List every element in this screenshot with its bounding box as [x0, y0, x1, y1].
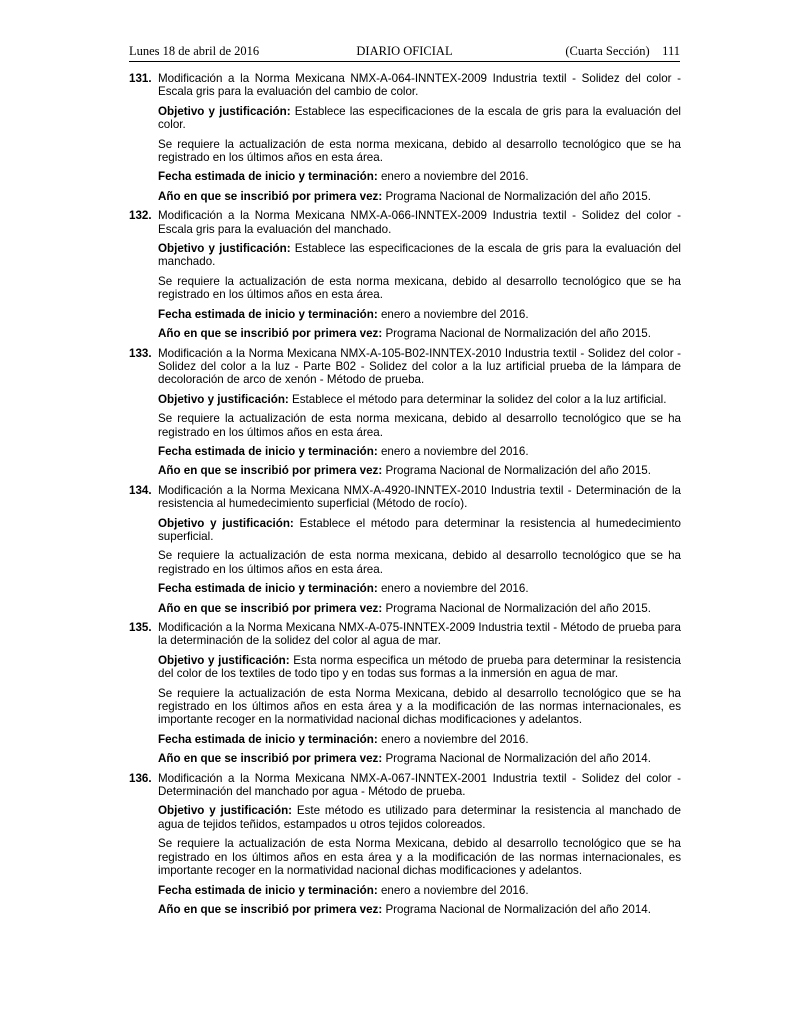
objetivo-label: Objetivo y justificación: [158, 516, 294, 530]
entry-body [158, 72, 681, 203]
objetivo-paragraph [158, 517, 681, 544]
entry-title: Modificación a la Norma Mexicana NMX-A-066-INNTEX-2009 Industria textil - Solidez del color - Escala gris para la evaluación del manchado. [158, 209, 681, 236]
requerimiento-paragraph: Se requiere la actualización de esta norma mexicana, debido al desarrollo tecnológico que se ha registrado en los últimos años en esta área. [158, 274, 681, 302]
fecha-label: Fecha estimada de inicio y terminación: [158, 170, 378, 184]
anio-text: Programa Nacional de Normalización del año 2014. [385, 902, 651, 916]
header-date: Lunes 18 de abril de 2016 [129, 44, 260, 58]
anio-paragraph [158, 602, 681, 615]
fecha-paragraph [158, 170, 681, 183]
header-divider [129, 61, 680, 62]
fecha-label: Fecha estimada de inicio y terminación: [158, 732, 378, 746]
fecha-text: enero a noviembre del 2016. [380, 732, 529, 746]
anio-paragraph [158, 752, 681, 765]
anio-label: Año en que se inscribió por primera vez: [158, 601, 383, 615]
objetivo-paragraph [158, 654, 681, 681]
entry-body [158, 772, 681, 917]
fecha-paragraph [158, 884, 681, 897]
anio-text: Programa Nacional de Normalización del año 2015. [385, 189, 651, 203]
fecha-text: enero a noviembre del 2016. [380, 444, 529, 458]
objetivo-paragraph [158, 393, 681, 406]
header-section: (Cuarta Sección) [565, 44, 650, 58]
entry-body [158, 209, 681, 340]
objetivo-paragraph [158, 242, 681, 269]
objetivo-text: Establece el método para determinar la resistencia al humedecimiento superficial. [158, 516, 681, 543]
anio-label: Año en que se inscribió por primera vez: [158, 902, 383, 916]
entry-number: 134. [129, 483, 152, 497]
anio-label: Año en que se inscribió por primera vez: [158, 752, 383, 766]
objetivo-text: Establece las especificaciones de la escala de gris para la evaluación del manchado. [158, 242, 681, 269]
header-publication-title: DIARIO OFICIAL [356, 44, 453, 58]
header-page-number: 111 [662, 44, 680, 58]
fecha-label: Fecha estimada de inicio y terminación: [158, 582, 378, 596]
objetivo-paragraph [158, 804, 681, 831]
anio-label: Año en que se inscribió por primera vez: [158, 464, 383, 478]
header-section-and-page [565, 43, 680, 59]
entry-number: 133. [129, 346, 152, 360]
anio-label: Año en que se inscribió por primera vez: [158, 189, 383, 203]
objetivo-label: Objetivo y justificación: [158, 104, 291, 118]
anio-paragraph [158, 327, 681, 340]
fecha-label: Fecha estimada de inicio y terminación: [158, 307, 378, 321]
fecha-text: enero a noviembre del 2016. [380, 883, 529, 897]
requerimiento-paragraph: Se requiere la actualización de esta norma mexicana, debido al desarrollo tecnológico que se ha registrado en los últimos años en esta área. [158, 137, 681, 165]
anio-paragraph [158, 464, 681, 477]
objetivo-text: Esta norma especifica un método de prueba para determinar la resistencia del color de los textiles de todo tipo y en todas sus formas a la inmersión en agua de mar. [158, 653, 682, 681]
entry-title: Modificación a la Norma Mexicana NMX-A-4920-INNTEX-2010 Industria textil - Determinación de la resistencia al humedecimiento superficial (Método de rocío). [158, 483, 681, 511]
fecha-paragraph [158, 445, 681, 458]
anio-paragraph [158, 190, 681, 203]
document-body [129, 72, 681, 922]
entry-title: Modificación a la Norma Mexicana NMX-A-105-B02-INNTEX-2010 Industria textil - Solidez del color - Solidez del color a la luz - Parte B02 - Solidez del color a la luz artificial prueba de la lámpara de decoloración de arco de xenón - Método de prueba. [158, 346, 681, 387]
requerimiento-paragraph: Se requiere la actualización de esta Norma Mexicana, debido al desarrollo tecnológico que se ha registrado en los últimos años en esta área y a la modificación de las normas internacionales, es importante recoger en la normatividad nacional dichas modificaciones y adelantos. [158, 837, 681, 878]
requerimiento-paragraph: Se requiere la actualización de esta norma mexicana, debido al desarrollo tecnológico que se ha registrado en los últimos años en esta área. [158, 549, 681, 576]
anio-text: Programa Nacional de Normalización del año 2015. [385, 327, 651, 341]
entry-number: 135. [129, 621, 152, 634]
objetivo-label: Objetivo y justificación: [158, 392, 289, 406]
fecha-paragraph [158, 308, 681, 321]
entry-title: Modificación a la Norma Mexicana NMX-A-064-INNTEX-2009 Industria textil - Solidez del color - Escala gris para la evaluación del cambio de color. [158, 72, 681, 99]
requerimiento-paragraph: Se requiere la actualización de esta norma mexicana, debido al desarrollo tecnológico que se ha registrado en los últimos años en esta área. [158, 412, 681, 439]
objetivo-text: Establece el método para determinar la solidez del color a la luz artificial. [292, 392, 667, 406]
objetivo-label: Objetivo y justificación: [158, 242, 291, 256]
entry-body [158, 621, 681, 766]
norm-entry [129, 347, 681, 478]
page-header [129, 43, 680, 59]
norm-entry [129, 72, 681, 203]
norm-entry [129, 209, 681, 340]
fecha-paragraph [158, 582, 681, 595]
anio-text: Programa Nacional de Normalización del año 2015. [385, 601, 651, 615]
anio-paragraph [158, 903, 681, 916]
entry-number: 131. [129, 72, 152, 85]
entry-number: 136. [129, 771, 152, 785]
objetivo-label: Objetivo y justificación: [158, 804, 293, 818]
fecha-text: enero a noviembre del 2016. [380, 170, 529, 184]
requerimiento-paragraph: Se requiere la actualización de esta Norma Mexicana, debido al desarrollo tecnológico que se ha registrado en los últimos años en esta área y a la modificación de las normas internacionales, es importante recoger en la normatividad nacional dichas modificaciones y adelantos. [158, 686, 681, 727]
entry-title: Modificación a la Norma Mexicana NMX-A-075-INNTEX-2009 Industria textil - Método de prueba para la determinación de la solidez del color al agua de mar. [158, 621, 681, 648]
anio-text: Programa Nacional de Normalización del año 2014. [385, 752, 651, 766]
fecha-label: Fecha estimada de inicio y terminación: [158, 883, 378, 897]
anio-label: Año en que se inscribió por primera vez: [158, 327, 383, 341]
norm-entry [129, 621, 681, 766]
fecha-paragraph [158, 733, 681, 746]
norm-entry [129, 772, 681, 917]
entry-body [158, 347, 681, 478]
objetivo-label: Objetivo y justificación: [158, 653, 290, 667]
entry-body [158, 484, 681, 615]
fecha-label: Fecha estimada de inicio y terminación: [158, 444, 378, 458]
entry-title: Modificación a la Norma Mexicana NMX-A-067-INNTEX-2001 Industria textil - Solidez del color - Determinación del manchado por agua - Método de prueba. [158, 771, 681, 799]
entry-number: 132. [129, 209, 152, 223]
fecha-text: enero a noviembre del 2016. [380, 307, 529, 321]
objetivo-text: Este método es utilizado para determinar la resistencia al manchado de agua de tejidos teñidos, estampados u otros tejidos coloreados. [158, 804, 681, 831]
objetivo-paragraph [158, 105, 681, 132]
fecha-text: enero a noviembre del 2016. [380, 582, 529, 596]
norm-entry [129, 484, 681, 615]
objetivo-text: Establece las especificaciones de la escala de gris para la evaluación del color. [158, 104, 681, 132]
anio-text: Programa Nacional de Normalización del año 2015. [385, 464, 651, 478]
